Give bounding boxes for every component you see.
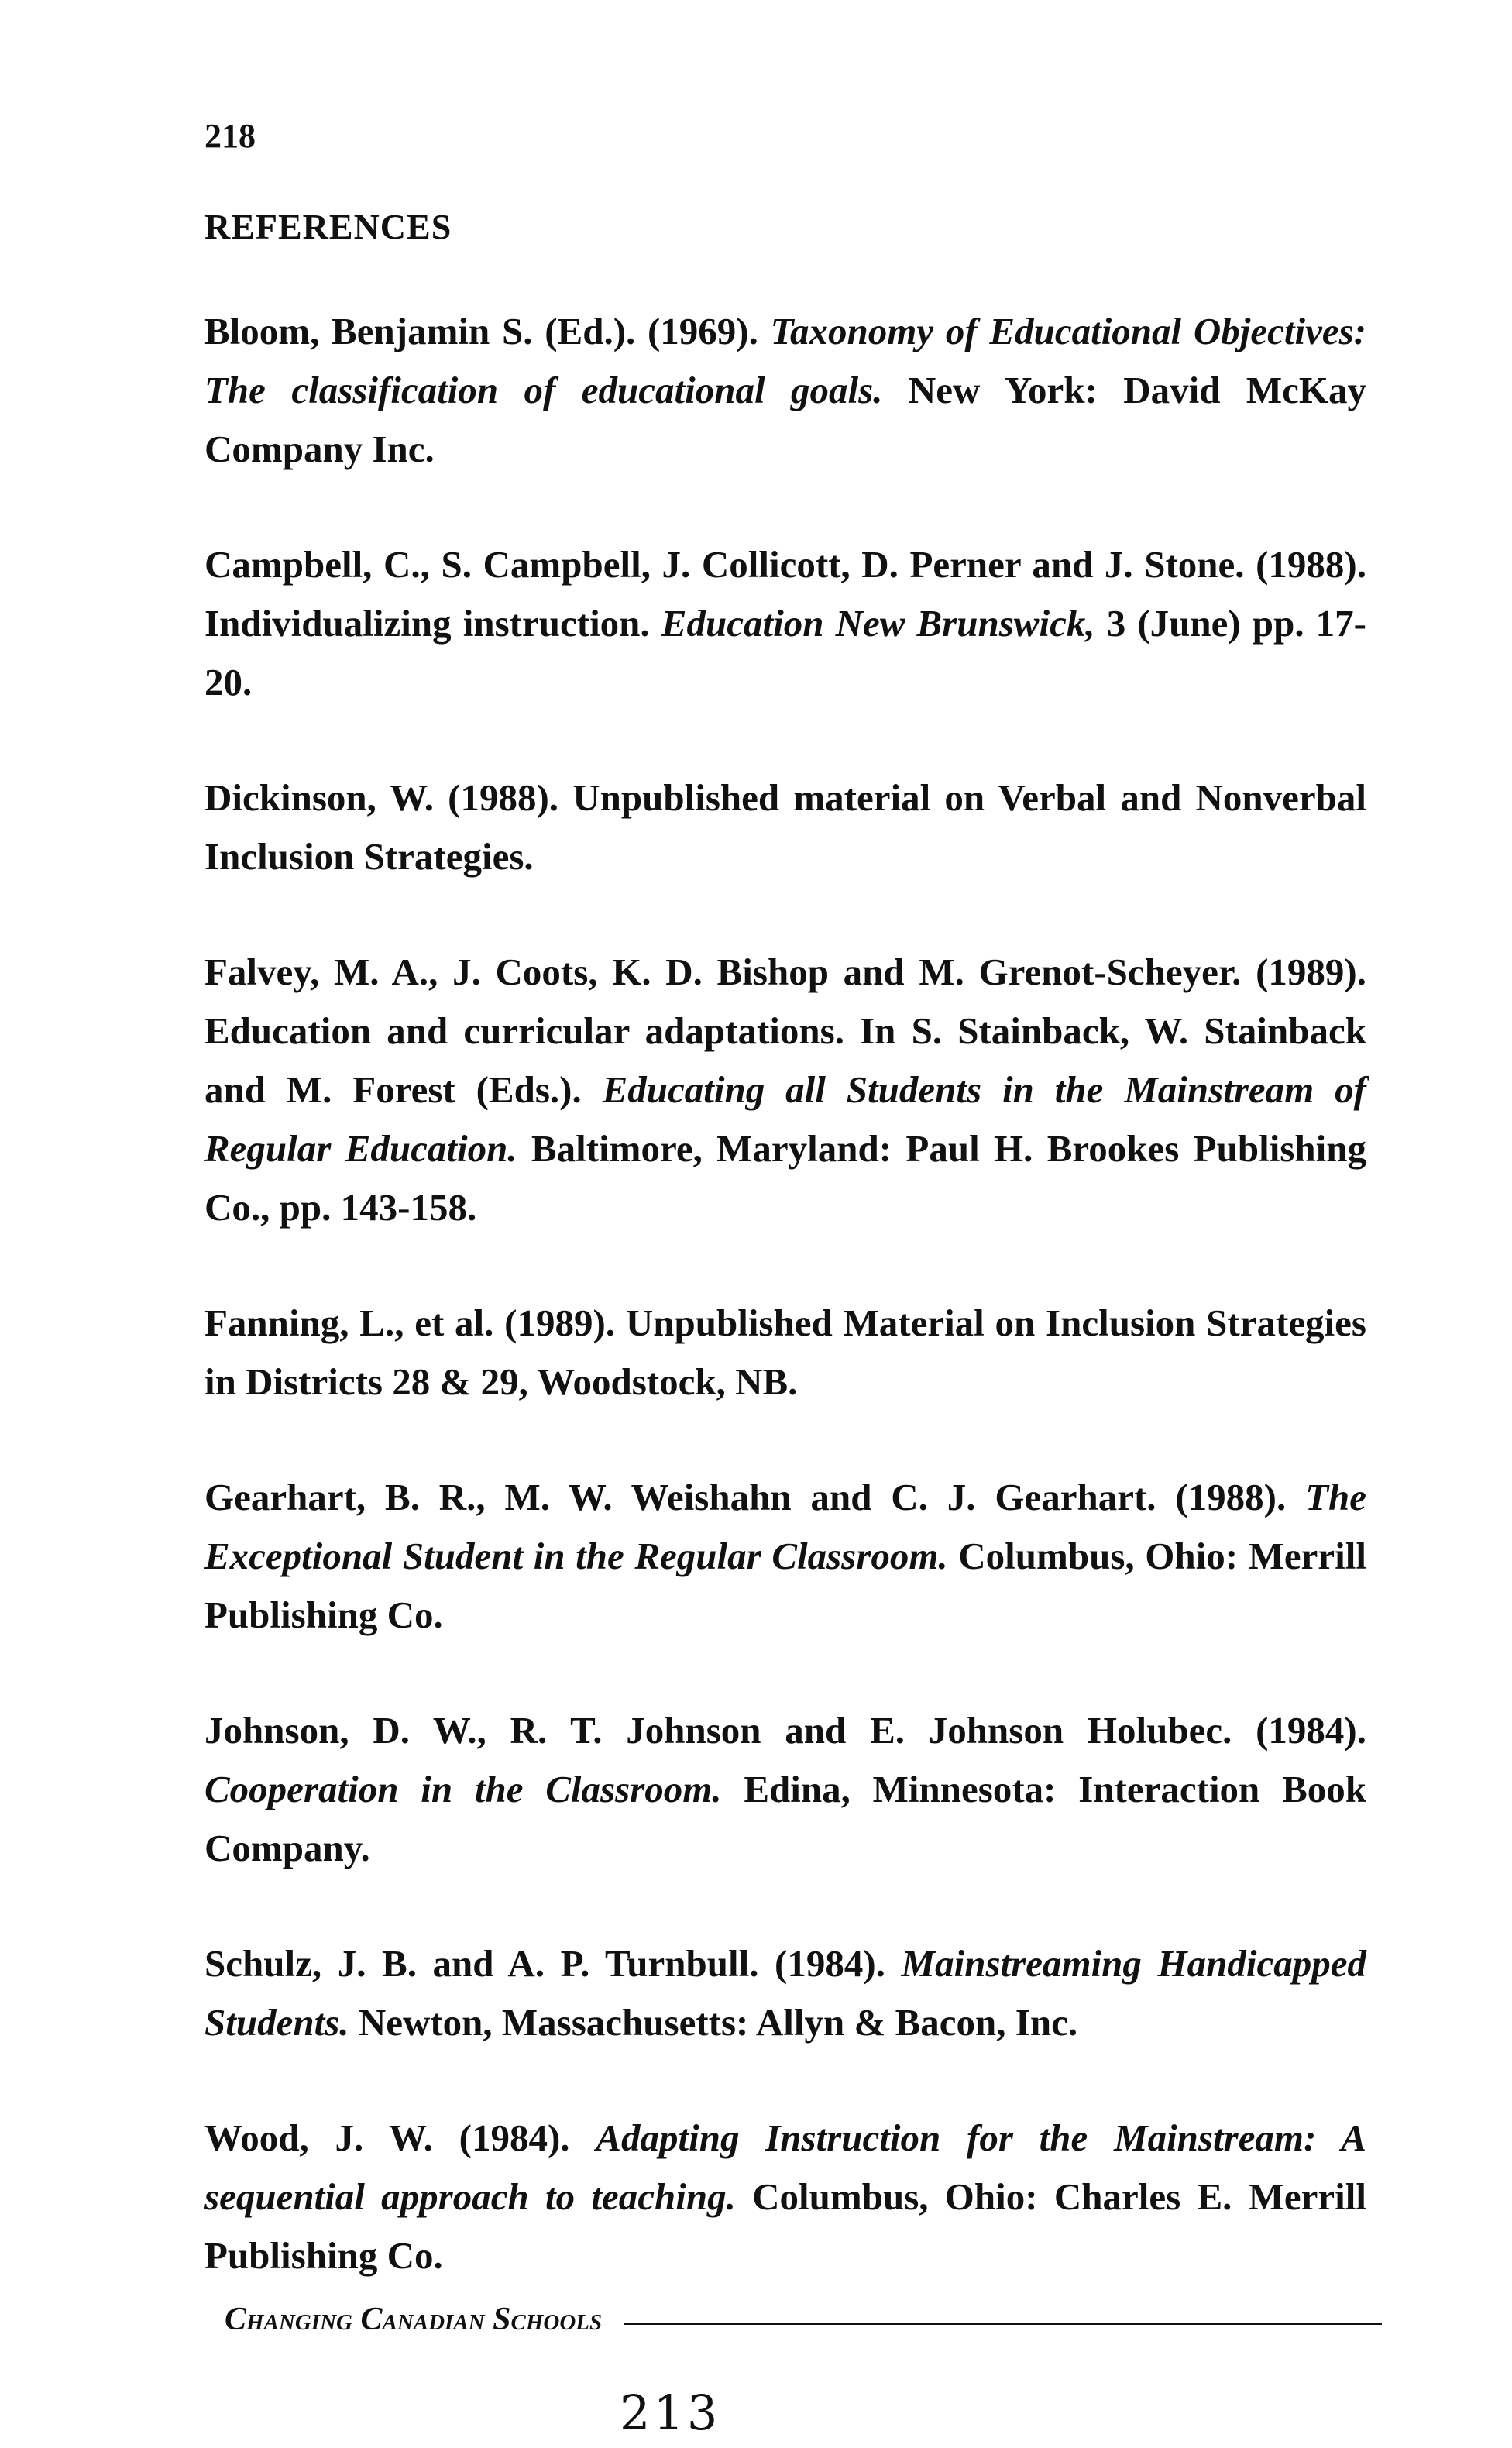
- reference-title: Educating all Students in the Mainstream of Regular Education.: [204, 1068, 1366, 1170]
- page-number: 218: [204, 117, 256, 155]
- reference-title: Adapting Instruction for the Mainstream: A sequential approach to teaching.: [204, 2116, 1366, 2218]
- reference-entry: [204, 302, 1366, 479]
- references-heading: REFERENCES: [204, 207, 452, 246]
- reference-entry: [204, 1934, 1366, 2052]
- reference-text: 3 (June) pp. 17-20.: [204, 602, 1366, 703]
- footer-rule: [624, 2323, 1382, 2325]
- reference-list: [204, 302, 1366, 2342]
- reference-text: Campbell, C., S. Campbell, J. Collicott, D. Perner and J. Stone. (1988). Individualizing instruction.: [204, 543, 1366, 645]
- scan-page-number: 213: [620, 2384, 721, 2441]
- reference-text: Bloom, Benjamin S. (Ed.). (1969).: [204, 310, 771, 352]
- reference-text: Gearhart, B. R., M. W. Weishahn and C. J. Gearhart. (1988).: [204, 1476, 1306, 1518]
- reference-title: Cooperation in the Classroom.: [204, 1768, 722, 1810]
- reference-title: Mainstreaming Handicapped Students.: [204, 1942, 1366, 2044]
- reference-entry: [204, 535, 1366, 712]
- reference-text: Columbus, Ohio: Charles E. Merrill Publishing Co.: [204, 2175, 1366, 2277]
- footer-title: Changing Canadian Schools: [225, 2302, 603, 2337]
- reference-text: Wood, J. W. (1984).: [204, 2116, 596, 2159]
- reference-entry: [204, 943, 1366, 1237]
- reference-text: Baltimore, Maryland: Paul H. Brookes Publishing Co., pp. 143-158.: [204, 1127, 1366, 1229]
- reference-text: Johnson, D. W., R. T. Johnson and E. Johnson Holubec. (1984).: [204, 1709, 1366, 1752]
- reference-text: Schulz, J. B. and A. P. Turnbull. (1984).: [204, 1942, 902, 1985]
- reference-text: New York: David McKay Company Inc.: [204, 369, 1367, 470]
- reference-text: Edina, Minnesota: Interaction Book Company.: [204, 1768, 1367, 1869]
- reference-text: Newton, Massachusetts: Allyn & Bacon, Inc.: [349, 2001, 1078, 2044]
- reference-title: The Exceptional Student in the Regular Classroom.: [204, 1476, 1366, 1577]
- reference-title: Education New Brunswick,: [661, 602, 1095, 645]
- reference-entry: [204, 2109, 1366, 2285]
- reference-entry: [204, 1294, 1366, 1411]
- reference-text: Fanning, L., et al. (1989). Unpublished Material on Inclusion Strategies in Districts 28 & 29, Woodstock, NB.: [204, 1301, 1366, 1403]
- reference-text: Falvey, M. A., J. Coots, K. D. Bishop and M. Grenot-Scheyer. (1989). Education and curricular adaptations. In S. Stainback, W. Stainback and M. Forest (Eds.).: [204, 951, 1366, 1111]
- running-footer: [225, 2301, 1382, 2338]
- reference-text: Columbus, Ohio: Merrill Publishing Co.: [204, 1535, 1366, 1636]
- reference-entry: [204, 768, 1366, 886]
- reference-entry: [204, 1701, 1366, 1878]
- reference-title: Taxonomy of Educational Objectives: The classification of educational goals.: [204, 310, 1366, 411]
- reference-text: Dickinson, W. (1988). Unpublished material on Verbal and Nonverbal Inclusion Strategies.: [204, 776, 1366, 878]
- reference-entry: [204, 1468, 1366, 1645]
